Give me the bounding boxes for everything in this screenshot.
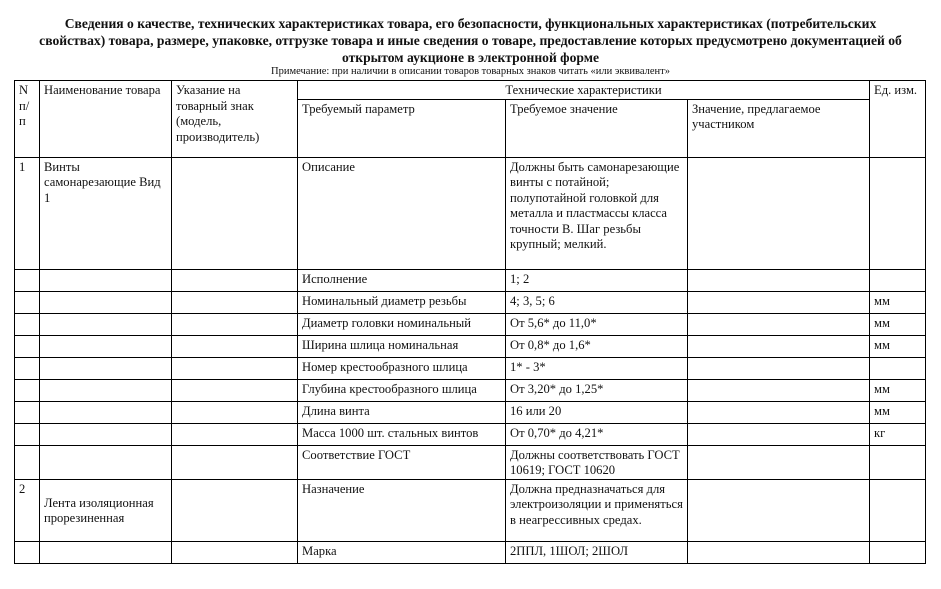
trademark-cell bbox=[172, 445, 298, 479]
parameter-cell: Марка bbox=[298, 541, 506, 563]
trademark-cell bbox=[172, 269, 298, 291]
product-name-cell bbox=[40, 445, 172, 479]
unit-cell bbox=[870, 357, 926, 379]
row-num-cell bbox=[15, 335, 40, 357]
header-tech: Технические характеристики bbox=[298, 81, 870, 100]
parameter-cell: Длина винта bbox=[298, 401, 506, 423]
trademark-cell bbox=[172, 291, 298, 313]
row-num-cell bbox=[15, 541, 40, 563]
unit-cell: кг bbox=[870, 423, 926, 445]
title-line-2: свойствах) товара, размере, упаковке, отгрузке товара и иные сведения о товаре, предоставление которых предусмотрено документацией об bbox=[39, 33, 902, 48]
required-value-cell: От 3,20* до 1,25* bbox=[506, 379, 688, 401]
row-num-cell bbox=[15, 379, 40, 401]
row-num-cell bbox=[15, 357, 40, 379]
required-value-cell: Должны соответствовать ГОСТ 10619; ГОСТ 10620 bbox=[506, 445, 688, 479]
table-row bbox=[15, 335, 926, 357]
row-num-cell bbox=[15, 291, 40, 313]
table-row bbox=[15, 541, 926, 563]
parameter-cell: Масса 1000 шт. стальных винтов bbox=[298, 423, 506, 445]
table-row bbox=[15, 269, 926, 291]
table-row bbox=[15, 157, 926, 269]
offered-value-cell bbox=[688, 313, 870, 335]
unit-cell bbox=[870, 541, 926, 563]
offered-value-cell bbox=[688, 291, 870, 313]
trademark-cell bbox=[172, 313, 298, 335]
parameter-cell: Номер крестообразного шлица bbox=[298, 357, 506, 379]
trademark-cell bbox=[172, 157, 298, 269]
specs-table bbox=[14, 80, 926, 564]
row-num-cell bbox=[15, 313, 40, 335]
table-row bbox=[15, 313, 926, 335]
offered-value-cell bbox=[688, 445, 870, 479]
required-value-cell: От 5,6* до 11,0* bbox=[506, 313, 688, 335]
table-row bbox=[15, 357, 926, 379]
title-line-1: Сведения о качестве, технических характеристиках товара, его безопасности, функциональных характеристиках (потребительских bbox=[64, 16, 877, 31]
header-param: Требуемый параметр bbox=[298, 99, 506, 157]
required-value-cell: Должны быть самонарезающие винты с потайной; полупотайной головкой для металла и пластмассы класса точности В. Шаг резьбы крупный; мелкий. bbox=[506, 157, 688, 269]
document-title bbox=[0, 15, 941, 66]
unit-cell bbox=[870, 445, 926, 479]
header-required: Требуемое значение bbox=[506, 99, 688, 157]
parameter-cell: Назначение bbox=[298, 479, 506, 541]
product-name-cell bbox=[40, 269, 172, 291]
trademark-cell bbox=[172, 479, 298, 541]
row-num-cell: 2 bbox=[15, 479, 40, 541]
product-name-cell bbox=[40, 313, 172, 335]
unit-cell bbox=[870, 479, 926, 541]
trademark-cell bbox=[172, 379, 298, 401]
offered-value-cell bbox=[688, 269, 870, 291]
table-row bbox=[15, 291, 926, 313]
header-name: Наименование товара bbox=[40, 81, 172, 158]
offered-value-cell bbox=[688, 379, 870, 401]
header-row-1 bbox=[15, 81, 926, 100]
product-name-cell bbox=[40, 541, 172, 563]
offered-value-cell bbox=[688, 423, 870, 445]
trademark-cell bbox=[172, 357, 298, 379]
table-body bbox=[15, 157, 926, 563]
row-num-cell: 1 bbox=[15, 157, 40, 269]
parameter-cell: Диаметр головки номинальный bbox=[298, 313, 506, 335]
offered-value-cell bbox=[688, 479, 870, 541]
required-value-cell: 1* - 3* bbox=[506, 357, 688, 379]
product-name-cell bbox=[40, 423, 172, 445]
product-name-cell: Винты самонарезающие Вид 1 bbox=[40, 157, 172, 269]
parameter-cell: Ширина шлица номинальная bbox=[298, 335, 506, 357]
header-offered: Значение, предлагаемое участником bbox=[688, 99, 870, 157]
row-num-cell bbox=[15, 423, 40, 445]
row-num-cell bbox=[15, 445, 40, 479]
table-row bbox=[15, 445, 926, 479]
parameter-cell: Номинальный диаметр резьбы bbox=[298, 291, 506, 313]
product-name-cell bbox=[40, 335, 172, 357]
required-value-cell: 4; 3, 5; 6 bbox=[506, 291, 688, 313]
unit-cell: мм bbox=[870, 335, 926, 357]
offered-value-cell bbox=[688, 335, 870, 357]
required-value-cell: От 0,8* до 1,6* bbox=[506, 335, 688, 357]
offered-value-cell bbox=[688, 541, 870, 563]
header-num: N п/п bbox=[15, 81, 40, 158]
offered-value-cell bbox=[688, 401, 870, 423]
table-row bbox=[15, 379, 926, 401]
product-name-cell: Лента изоляционная прорезиненная bbox=[40, 479, 172, 541]
offered-value-cell bbox=[688, 157, 870, 269]
trademark-cell bbox=[172, 423, 298, 445]
unit-cell bbox=[870, 157, 926, 269]
trademark-cell bbox=[172, 401, 298, 423]
table-row bbox=[15, 423, 926, 445]
required-value-cell: Должна предназначаться для электроизоляции и применяться в неагрессивных средах. bbox=[506, 479, 688, 541]
parameter-cell: Описание bbox=[298, 157, 506, 269]
parameter-cell: Исполнение bbox=[298, 269, 506, 291]
required-value-cell: 1; 2 bbox=[506, 269, 688, 291]
offered-value-cell bbox=[688, 357, 870, 379]
product-name-cell bbox=[40, 379, 172, 401]
trademark-cell bbox=[172, 541, 298, 563]
product-name-cell bbox=[40, 291, 172, 313]
unit-cell: мм bbox=[870, 313, 926, 335]
unit-cell bbox=[870, 269, 926, 291]
header-unit: Ед. изм. bbox=[870, 81, 926, 158]
row-num-cell bbox=[15, 269, 40, 291]
title-line-3: открытом аукционе в электронной форме bbox=[341, 50, 600, 65]
product-name-cell bbox=[40, 357, 172, 379]
table-row bbox=[15, 401, 926, 423]
parameter-cell: Глубина крестообразного шлица bbox=[298, 379, 506, 401]
required-value-cell: 2ППЛ, 1ШОЛ; 2ШОЛ bbox=[506, 541, 688, 563]
parameter-cell: Соответствие ГОСТ bbox=[298, 445, 506, 479]
unit-cell: мм bbox=[870, 379, 926, 401]
unit-cell: мм bbox=[870, 291, 926, 313]
trademark-note: Примечание: при наличии в описании товаров товарных знаков читать «или эквивалент» bbox=[271, 66, 670, 77]
trademark-cell bbox=[172, 335, 298, 357]
required-value-cell: От 0,70* до 4,21* bbox=[506, 423, 688, 445]
row-num-cell bbox=[15, 401, 40, 423]
required-value-cell: 16 или 20 bbox=[506, 401, 688, 423]
unit-cell: мм bbox=[870, 401, 926, 423]
header-trademark: Указание на товарный знак (модель, производитель) bbox=[172, 81, 298, 158]
product-name-cell bbox=[40, 401, 172, 423]
table-row bbox=[15, 479, 926, 541]
